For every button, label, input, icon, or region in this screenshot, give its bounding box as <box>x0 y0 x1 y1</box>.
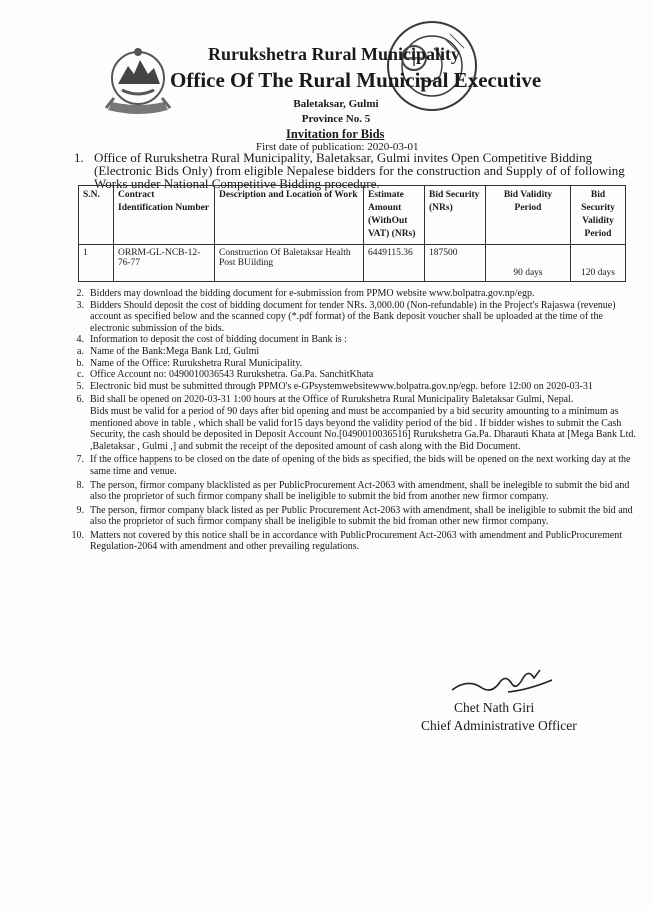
address-line-1: Baletaksar, Gulmi <box>293 98 379 110</box>
publication-date: First date of publication: 2020-03-01 <box>256 141 419 153</box>
table-header-cell: Bid Security (NRs) <box>425 186 486 245</box>
intro-number: 1. <box>74 150 84 165</box>
table-cell: 120 days <box>571 245 626 282</box>
intro-text: Office of Rurukshetra Rural Municipality, Baletaksar, Gulmi invites Open Competitive Bidding (Electronic Bids Only) from eligible Nepalese bidders for the construction and Supply of of following Works under National Competitive Bidding procedure. <box>94 150 625 191</box>
list-item: 7. If the office happens to be closed on the date of opening of the bids as specified, the bids will be opened on the next working day at the same time and venue. <box>76 454 631 477</box>
list-item: 10. Matters not covered by this notice shall be in accordance with PublicProcurement Act-2063 with amendment and PublicProcurement Regulation-2064 with amendment and other prevailing regulations. <box>71 529 623 553</box>
table-cell: Construction Of Baletaksar Health Post BUilding <box>215 245 364 282</box>
table-cell: 6449115.36 <box>364 245 425 282</box>
list-item: Bids must be valid for a period of 90 days after bid opening and must be accompanied by a bid security amounting to a minimum as mentioned above in table , which shall be valid for15 days beyond the validity period of the bid . If bidder wishes to submit the Cash Security, the cash should be deposited in Deposit Account No.[0490010036516] Rurukshetra Ga.Pa. Dharauti Khata at [Mega Bank Ltd. ,Baletaksar , Gulmi ,] and submit the receipt of the deposited amount of cash along with the Bid Document. <box>90 405 636 452</box>
table-header-cell: Contract Identification Number <box>114 186 215 245</box>
signatory-name: Chet Nath Giri <box>454 700 535 715</box>
list-item: a. Name of the Bank:Mega Bank Ltd, Gulmi <box>77 345 260 357</box>
list-item: 4. Information to deposit the cost of bidding document in Bank is : <box>76 334 347 346</box>
signature-icon <box>448 660 558 700</box>
table-header-cell: Description and Location of Work <box>215 186 364 245</box>
table-row <box>79 245 626 282</box>
list-item: 9. The person, firmor company black listed as per Public Procurement Act-2063 with amendment, shall be ineligible to submit the bid and also the proprietor of such firmor company shall be ineligible to submit the bid froman other new firmor company. <box>76 504 633 528</box>
list-item: c. Office Account no: 0490010036543 Rurukshetra. Ga.Pa. SanchitKhata <box>77 369 374 381</box>
signatory-title: Chief Administrative Officer <box>421 718 577 733</box>
list-item: 5. Electronic bid must be submitted through PPMO's e-GPsystemwebsitewww.bolpatra.gov.np/egp. before 12:00 on 2020-03-31 <box>76 380 593 392</box>
bids-table <box>78 185 626 282</box>
municipality-name: Rurukshetra Rural Municipality <box>208 44 461 64</box>
table-header-cell: Bid Validity Period <box>486 186 571 245</box>
notice-title: Invitation for Bids <box>286 127 385 141</box>
office-name: Office Of The Rural Municipal Executive <box>170 68 542 92</box>
table-header-cell: Estimate Amount (WithOut VAT) (NRs) <box>364 186 425 245</box>
table-header-cell: Bid Security Validity Period <box>571 186 626 245</box>
list-item: 8. The person, firmor company blacklisted as per PublicProcurement Act-2063 with amendment, shall be inelegible to submit the bid and also the proprietor of such firmor company shall be ineligible to submit the bid from another new firmor company. <box>76 479 630 503</box>
table-cell: 90 days <box>486 245 571 282</box>
table-cell: 1 <box>79 245 114 282</box>
list-item: b. Name of the Office: Rurukshetra Rural Municipality. <box>76 357 303 369</box>
list-item: 3. Bidders Should deposit the cost of bidding document for tender NRs. 3,000.00 (Non-refundable) in the Project's Rajaswa (revenue) account as specified below and the scanned copy (*.pdf format) of the Bank deposit voucher shall be uploaded at the time of the electronic submission of the bids. <box>76 299 616 334</box>
list-item: 2. Bidders may download the bidding document for e-submission from PPMO website www.bolpatra.gov.np/egp. <box>76 288 535 299</box>
list-item: 6. Bid shall be opened on 2020-03-31 1:00 hours at the Office of Rurukshetra Rural Municipality Baletaksar Gulmi, Nepal. <box>76 394 574 406</box>
address-line-2: Province No. 5 <box>301 113 371 125</box>
notice-items <box>58 288 642 553</box>
table-cell: 187500 <box>425 245 486 282</box>
table-header-cell: S.N. <box>79 186 114 245</box>
table-header-row <box>79 186 626 245</box>
table-cell: ORRM-GL-NCB-12-76-77 <box>114 245 215 282</box>
